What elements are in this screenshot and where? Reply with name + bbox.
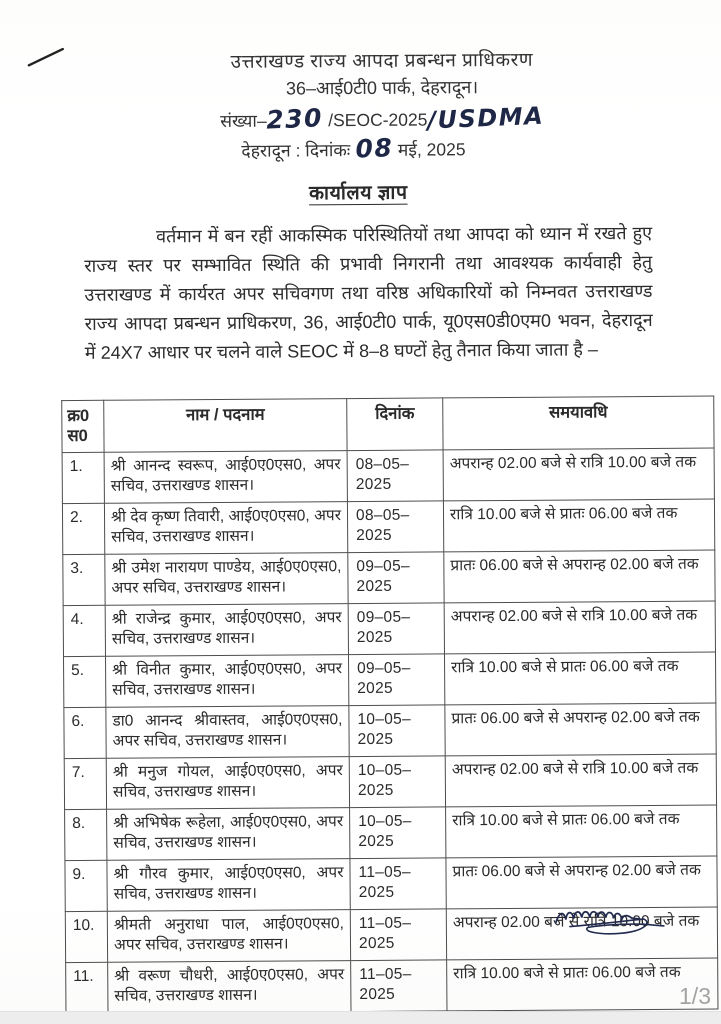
cell-time-period: अपरान्ह 02.00 बजे से रात्रि 10.00 बजे तक: [443, 448, 714, 501]
table-row: [63, 550, 715, 606]
cell-serial-no: 3.: [63, 554, 105, 605]
date-prefix: देहरादून : दिनांकः: [241, 140, 351, 161]
place-date-line: [49, 132, 657, 166]
cell-time-period: प्रातः 06.00 बजे से अपरान्ह 02.00 बजे तक: [446, 856, 717, 909]
cell-name-designation: श्री देव कृष्ण तिवारी, आई0ए0एस0, अपर सचिव, उत्तराखण्ड शासन।: [104, 502, 347, 555]
ref-prefix: संख्या–: [220, 110, 267, 131]
header-date: दिनांक: [347, 398, 443, 451]
subject-heading: [0, 175, 719, 207]
cell-time-period: रात्रि 10.00 बजे से प्रातः 06.00 बजे तक: [443, 499, 714, 552]
table-row: [62, 499, 714, 555]
cell-date: 11–05–2025: [351, 960, 447, 1012]
header-serial-no: क्र0 स0: [62, 400, 104, 452]
cell-name-designation: श्री मनुज गोयल, आई0ए0एस0, अपर सचिव, उत्तराखण्ड शासन।: [106, 757, 349, 810]
ref-printed: /SEOC-2025: [328, 109, 428, 131]
cell-time-period: रात्रि 10.00 बजे से प्रातः 06.00 बजे तक: [447, 958, 718, 1011]
cell-time-period: अपरान्ह 02.00 बजे से रात्रि 10.00 बजे तक: [446, 907, 717, 960]
ref-number-handwritten: 230: [266, 103, 324, 135]
cell-name-designation: श्री आनन्द स्वरूप, आई0ए0एस0, अपर सचिव, उत्तराखण्ड शासन।: [104, 451, 347, 504]
table-row: [64, 652, 716, 708]
cell-serial-no: 9.: [65, 860, 107, 911]
cell-serial-no: 10.: [65, 911, 107, 962]
cell-name-designation: श्री वरूण चौधरी, आई0ए0एस0, अपर सचिव, उत्तराखण्ड शासन।: [108, 961, 351, 1014]
cell-time-period: अपरान्ह 02.00 बजे से रात्रि 10.00 बजे तक: [445, 754, 716, 807]
cell-date: 09–05–2025: [348, 603, 444, 655]
cell-name-designation: श्री उमेश नारायण पाण्डेय, आई0ए0एस0, अपर सचिव, उत्तराखण्ड शासन।: [105, 553, 348, 606]
cell-date: 08–05–2025: [347, 501, 443, 553]
cell-name-designation: डा0 आनन्द श्रीवास्तव, आई0ए0एस0, अपर सचिव, उत्तराखण्ड शासन।: [106, 706, 349, 759]
cell-name-designation: श्री गौरव कुमार, आई0ए0एस0, अपर सचिव, उत्तराखण्ड शासन।: [107, 859, 350, 912]
page-number: 1/3: [679, 983, 711, 1009]
cell-serial-no: 2.: [62, 503, 104, 554]
header-name-designation: नाम / पदनाम: [104, 399, 347, 453]
table-row: [64, 703, 716, 759]
cell-serial-no: 8.: [65, 809, 107, 860]
subject-title: कार्यालय ज्ञाप: [308, 181, 408, 205]
org-name: उत्तराखण्ड राज्य आपदा प्रबन्धन प्राधिकरण: [230, 49, 534, 73]
cell-date: 08–05–2025: [347, 450, 443, 502]
cell-serial-no: 7.: [64, 758, 106, 809]
pen-stroke-mark: [25, 40, 69, 70]
org-address: 36–आई0टी0 पार्क, देहरादून।: [285, 77, 479, 99]
table-row: [62, 448, 714, 504]
header-time-period: समयावधि: [443, 396, 714, 450]
memo-paragraph: वर्तमान में बन रहीं आकस्मिक परिस्थितियों तथा आपदा को ध्यान में रखते हुए राज्य स्तर पर सम्भावित स्थिति की प्रभावी निगरानी तथा आवश्यक कार्यवाही हेतु उत्तराखण्ड में कार्यरत अपर सचिवगण तथा वरिष्ठ अधिकारियों को निम्नवत उत्तराखण्ड राज्य आपदा प्रबन्धन प्राधिकरण, 36, आई0टी0 पार्क, यू0एस0डी0एम0 भवन, देहरादून में 24X7 आधार पर चलने वाले SEOC में 8–8 घण्टों हेतु तैनात किया जाता है –: [84, 222, 653, 363]
cell-serial-no: 4.: [63, 605, 105, 656]
cell-date: 10–05–2025: [349, 756, 445, 808]
table-row: [66, 958, 718, 1014]
cell-date: 09–05–2025: [348, 552, 444, 604]
signature-scribble: [548, 898, 683, 957]
cell-time-period: रात्रि 10.00 बजे से प्रातः 06.00 बजे तक: [446, 805, 717, 858]
cell-time-period: अपरान्ह 02.00 बजे से रात्रि 10.00 बजे तक: [444, 601, 715, 654]
cell-date: 10–05–2025: [350, 807, 446, 859]
cell-serial-no: 6.: [64, 707, 106, 758]
cell-serial-no: 5.: [64, 656, 106, 707]
cell-date: 10–05–2025: [349, 705, 445, 757]
cell-time-period: प्रातः 06.00 बजे से अपरान्ह 02.00 बजे तक: [444, 550, 715, 603]
cell-name-designation: श्री राजेन्द्र कुमार, आई0ए0एस0, अपर सचिव, उत्तराखण्ड शासन।: [105, 604, 348, 657]
date-day-handwritten: 08: [354, 133, 394, 164]
cell-name-designation: श्री विनीत कुमार, आई0ए0एस0, अपर सचिव, उत्तराखण्ड शासन।: [106, 655, 349, 708]
table-row: [63, 601, 715, 657]
cell-serial-no: 11.: [66, 962, 108, 1013]
cell-time-period: प्रातः 06.00 बजे से अपरान्ह 02.00 बजे तक: [445, 703, 716, 756]
table-row: [65, 805, 717, 861]
cell-time-period: रात्रि 10.00 बजे से प्रातः 06.00 बजे तक: [444, 652, 715, 705]
table-row: [64, 754, 716, 810]
cell-date: 09–05–2025: [348, 654, 444, 706]
letterhead: [107, 46, 658, 166]
cell-name-designation: श्री अभिषेक रूहेला, आई0ए0एस0, अपर सचिव, उत्तराखण्ड शासन।: [107, 808, 350, 861]
cell-serial-no: 1.: [62, 452, 104, 503]
date-rest: मई, 2025: [397, 139, 466, 160]
ref-org-handwritten: /USDMA: [426, 101, 545, 135]
table-header-row: [62, 396, 714, 453]
reference-number-line: [107, 102, 657, 136]
cell-name-designation: श्रीमती अनुराधा पाल, आई0ए0एस0, अपर सचिव, उत्तराखण्ड शासन।: [107, 910, 350, 963]
cell-date: 11–05–2025: [350, 858, 446, 910]
photo-bottom-edge: [0, 1011, 721, 1024]
cell-date: 11–05–2025: [350, 909, 446, 961]
